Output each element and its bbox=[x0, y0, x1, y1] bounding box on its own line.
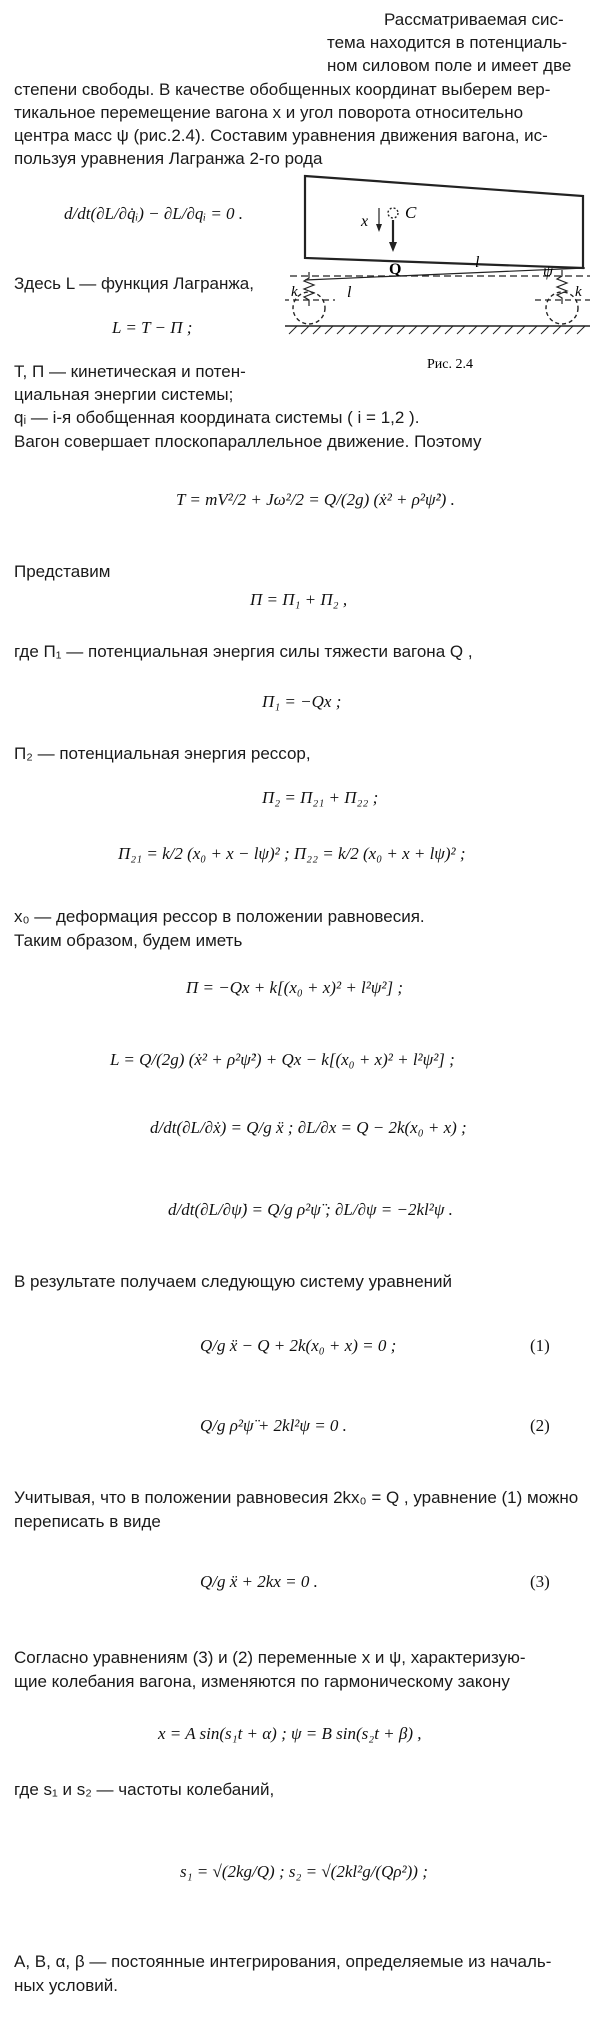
intro-line-1: Рассматриваемая сис- bbox=[384, 10, 564, 29]
equation-L-full: L = Q/(2g) (ẋ² + ρ²ψ̇²) + Qx − k[(x₀ + x)² + l²ψ²] ; bbox=[110, 1050, 455, 1069]
intro-line-5: тикальное перемещение вагона x и угол поворота относительно bbox=[14, 103, 524, 122]
equation-2: Q/g ρ²ψ̈ + 2kl²ψ = 0 . bbox=[200, 1416, 347, 1435]
label-k-right: k bbox=[575, 284, 582, 300]
text-thus: Таким образом, будем иметь bbox=[14, 931, 243, 950]
text-here-l: Здесь L — функция Лагранжа, bbox=[14, 274, 254, 293]
label-x: x bbox=[361, 213, 369, 230]
equation-T: T = mV²/2 + Jω²/2 = Q/(2g) (ẋ² + ρ²ψ̇²) . bbox=[176, 490, 455, 509]
label-k-left: k bbox=[291, 284, 298, 300]
left-wheel bbox=[293, 292, 325, 324]
label-l-right: l bbox=[475, 254, 480, 271]
equation-dx: d/dt(∂L/∂ẋ) = Q/g ẍ ; ∂L/∂x = Q − 2k(x₀ + x) ; bbox=[150, 1118, 467, 1137]
figure-caption: Рис. 2.4 bbox=[427, 357, 473, 372]
equation-1-number: (1) bbox=[530, 1336, 550, 1355]
equation-3-number: (3) bbox=[530, 1572, 550, 1591]
text-constants-2: ных условий. bbox=[14, 1976, 118, 1995]
center-of-mass bbox=[388, 208, 398, 218]
intro-line-7: пользуя уравнения Лагранжа 2-го рода bbox=[14, 149, 323, 168]
equation-frequencies: s₁ = √(2kg/Q) ; s₂ = √(2kl²g/(Qρ²)) ; bbox=[180, 1862, 428, 1881]
text-x0: x₀ — деформация рессор в положении равновесия. bbox=[14, 907, 425, 926]
label-psi: ψ bbox=[543, 263, 553, 280]
text-where-pi1: где Π₁ — потенциальная энергия силы тяжести вагона Q , bbox=[14, 642, 473, 661]
text-given-1: Учитывая, что в положении равновесия 2kx₀ = Q , уравнение (1) можно bbox=[14, 1488, 579, 1507]
equation-dpsi: d/dt(∂L/∂ψ̇) = Q/g ρ²ψ̈ ; ∂L/∂ψ = −2kl²ψ . bbox=[168, 1200, 453, 1219]
text-plane-motion: Вагон совершает плоскопараллельное движение. Поэтому bbox=[14, 432, 482, 451]
equation-pi2: Π₂ = Π₂₁ + Π₂₂ ; bbox=[262, 788, 379, 807]
text-constants-1: A, B, α, β — постоянные интегрирования, определяемые из началь- bbox=[14, 1952, 552, 1971]
right-spring bbox=[557, 270, 567, 304]
ground-hatching bbox=[289, 326, 585, 334]
right-wheel bbox=[546, 292, 578, 324]
equation-pi1: Π₁ = −Qx ; bbox=[262, 692, 342, 711]
equation-3: Q/g ẍ + 2kx = 0 . bbox=[200, 1572, 318, 1591]
intro-line-3: ном силовом поле и имеет две bbox=[327, 56, 572, 75]
text-accord-1: Согласно уравнениям (3) и (2) переменные x и ψ, характеризую- bbox=[14, 1648, 526, 1667]
text-frequencies: где s₁ и s₂ — частоты колебаний, bbox=[14, 1780, 275, 1799]
text-result: В результате получаем следующую систему уравнений bbox=[14, 1272, 453, 1291]
text-t-pi-1: T, Π — кинетическая и потен- bbox=[14, 362, 246, 381]
text-accord-2: щие колебания вагона, изменяются по гармоническому закону bbox=[14, 1672, 510, 1691]
intro-line-2: тема находится в потенциаль- bbox=[327, 33, 568, 52]
equation-2-number: (2) bbox=[530, 1416, 550, 1435]
text-given-2: переписать в виде bbox=[14, 1512, 161, 1531]
figure-wagon-diagram bbox=[285, 168, 595, 388]
wagon-body bbox=[305, 176, 583, 268]
intro-line-4: степени свободы. В качестве обобщенных координат выберем вер- bbox=[14, 80, 551, 99]
text-qi: qᵢ — i-я обобщенная координата системы ( i = 1,2 ). bbox=[14, 408, 420, 427]
label-q: Q bbox=[389, 261, 402, 278]
text-pi2: Π₂ — потенциальная энергия рессор, bbox=[14, 744, 311, 763]
equation-pi21-pi22: Π₂₁ = k/2 (x₀ + x − lψ)² ; Π₂₂ = k/2 (x₀ + x + lψ)² ; bbox=[118, 844, 466, 863]
intro-line-6: центра масс ψ (рис.2.4). Составим уравнения движения вагона, ис- bbox=[14, 126, 548, 145]
equation-1: Q/g ẍ − Q + 2k(x₀ + x) = 0 ; bbox=[200, 1336, 397, 1355]
equation-L: L = T − Π ; bbox=[112, 318, 193, 337]
equation-harmonic: x = A sin(s₁t + α) ; ψ = B sin(s₂t + β) , bbox=[158, 1724, 422, 1743]
equation-pi-full: Π = −Qx + k[(x₀ + x)² + l²ψ²] ; bbox=[186, 978, 404, 997]
label-l-left: l bbox=[347, 284, 352, 301]
left-spring bbox=[304, 272, 314, 306]
equation-lagrange: d/dt(∂L/∂q̇ᵢ) − ∂L/∂qᵢ = 0 . bbox=[64, 204, 244, 223]
text-t-pi-2: циальная энергии системы; bbox=[14, 385, 234, 404]
equation-pi: Π = Π₁ + Π₂ , bbox=[250, 590, 348, 609]
label-c: C bbox=[405, 203, 417, 222]
text-present: Представим bbox=[14, 562, 111, 581]
